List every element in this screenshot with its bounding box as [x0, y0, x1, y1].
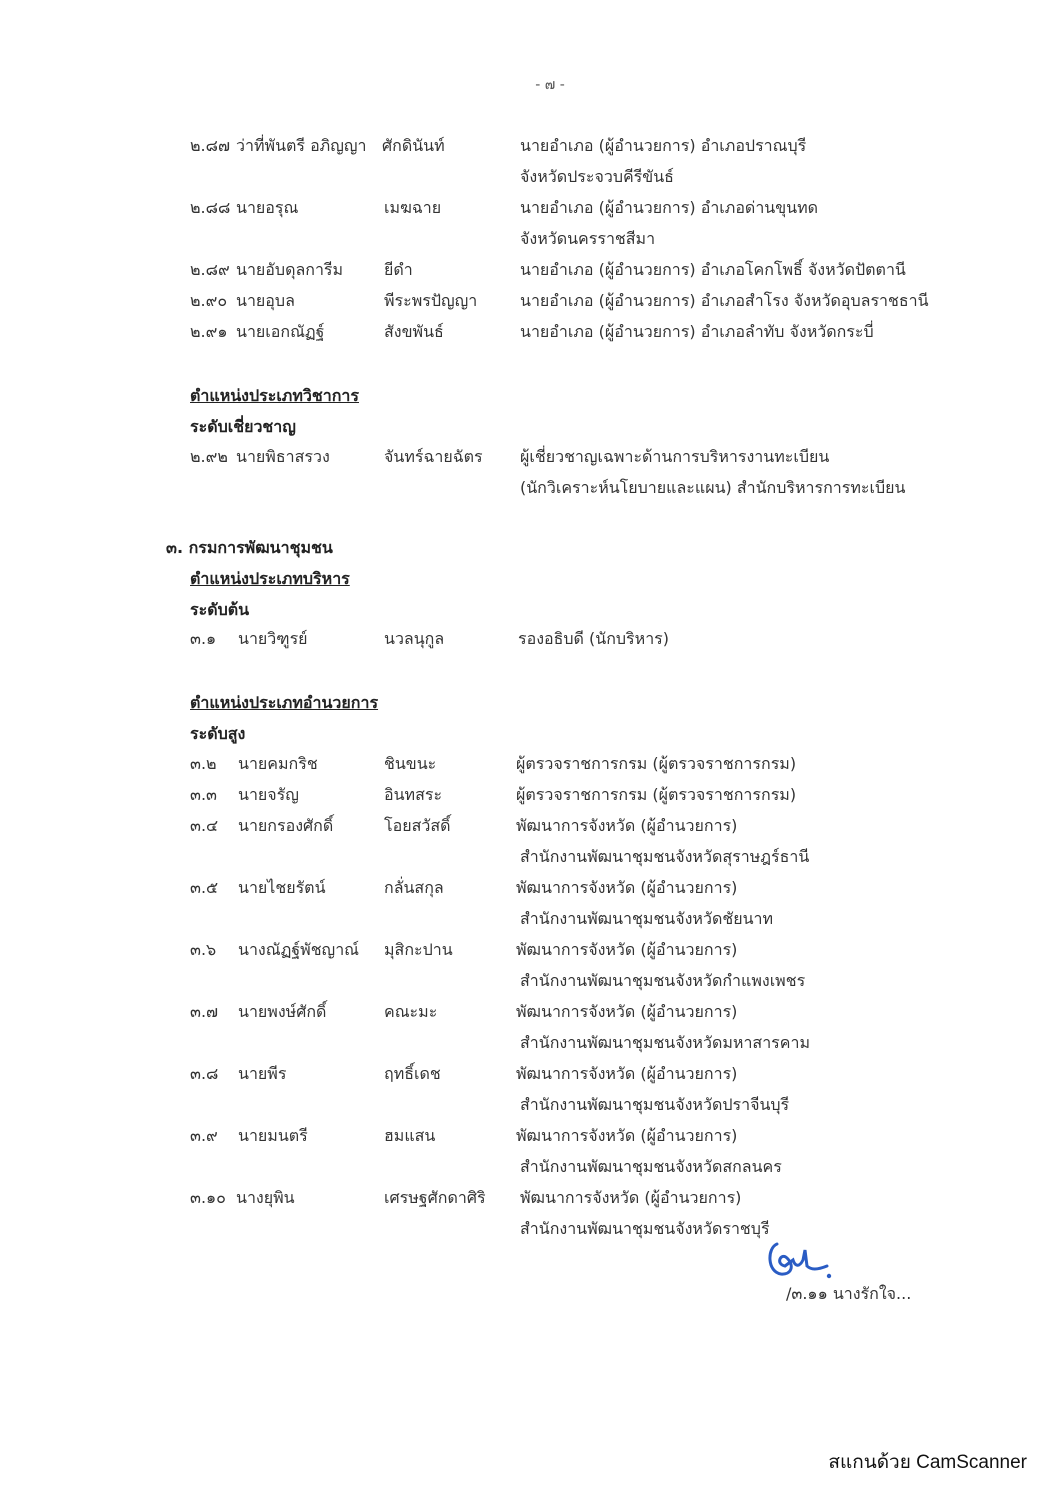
- item-number: ๒.๘๗: [190, 136, 231, 155]
- person-name: นายพีร: [238, 1064, 287, 1083]
- position-line-1: พัฒนาการจังหวัด (ผู้อำนวยการ): [516, 878, 738, 897]
- item-number: ๓.๙: [190, 1126, 218, 1145]
- item-number: ๓.๗: [190, 1002, 219, 1021]
- position-line-1: พัฒนาการจังหวัด (ผู้อำนวยการ): [516, 1064, 738, 1083]
- position-line-1: ผู้ตรวจราชการกรม (ผู้ตรวจราชการกรม): [516, 785, 797, 804]
- item-number: ๓.๖: [190, 940, 217, 959]
- item-number: ๒.๘๙: [190, 260, 230, 279]
- person-name: นายพงษ์ศักดิ์: [238, 1002, 327, 1021]
- person-name: นายพิธาสรวง: [236, 447, 330, 466]
- position-type-heading: ตำแหน่งประเภทอำนวยการ: [190, 693, 379, 712]
- position-line-2: (นักวิเคราะห์นโยบายและแผน) สำนักบริหารการทะเบียน: [520, 478, 906, 497]
- continuation-note: /๓.๑๑ นางรักใจ...: [786, 1284, 912, 1303]
- person-name: นายคมกริช: [238, 754, 318, 773]
- person-surname: มุสิกะปาน: [384, 940, 453, 959]
- person-name: นางยุพิน: [236, 1188, 295, 1207]
- person-surname: เศรษฐศักดาศิริ: [384, 1188, 486, 1207]
- item-number: ๓.๕: [190, 878, 219, 897]
- position-line-1: พัฒนาการจังหวัด (ผู้อำนวยการ): [516, 1002, 738, 1021]
- person-name: นายอรุณ: [236, 198, 299, 217]
- department-heading: ๓. กรมการพัฒนาชุมชน: [166, 538, 333, 557]
- person-surname: พีระพรปัญญา: [384, 291, 478, 310]
- item-number: ๒.๘๘: [190, 198, 231, 217]
- position-line-1: นายอำเภอ (ผู้อำนวยการ) อำเภอปราณบุรี: [520, 136, 807, 155]
- person-surname: อินทสระ: [384, 785, 443, 804]
- person-name: นายกรองศักดิ์: [238, 816, 334, 835]
- position-line-2: สำนักงานพัฒนาชุมชนจังหวัดชัยนาท: [520, 909, 774, 928]
- level-heading: ระดับสูง: [190, 724, 246, 743]
- position-line-1: พัฒนาการจังหวัด (ผู้อำนวยการ): [516, 940, 738, 959]
- person-surname: คณะมะ: [384, 1002, 438, 1021]
- person-surname: ศักดินันท์: [382, 136, 445, 155]
- person-name: นายเอกณัฏฐ์: [236, 322, 325, 341]
- position-line-1: รองอธิบดี (นักบริหาร): [518, 629, 670, 648]
- position-line-1: ผู้ตรวจราชการกรม (ผู้ตรวจราชการกรม): [516, 754, 797, 773]
- page-number: - ๗ -: [535, 77, 565, 93]
- position-line-2: สำนักงานพัฒนาชุมชนจังหวัดราชบุรี: [520, 1219, 770, 1238]
- person-name: นายไชยรัตน์: [238, 878, 326, 897]
- position-line-1: นายอำเภอ (ผู้อำนวยการ) อำเภอโคกโพธิ์ จังหวัดปัตตานี: [520, 260, 906, 279]
- item-number: ๒.๙๑: [190, 322, 228, 341]
- person-surname: โอยสวัสดิ์: [384, 816, 451, 835]
- person-surname: จันทร์ฉายฉัตร: [384, 447, 483, 466]
- position-line-1: ผู้เชี่ยวชาญเฉพาะด้านการบริหารงานทะเบียน: [520, 447, 830, 466]
- person-name: นายวิฑูรย์: [238, 629, 308, 648]
- person-name: นางณัฏฐ์พัชญาณ์: [238, 940, 360, 959]
- position-type-heading: ตำแหน่งประเภทวิชาการ: [190, 386, 359, 405]
- position-line-2: สำนักงานพัฒนาชุมชนจังหวัดสุราษฎร์ธานี: [520, 847, 810, 866]
- position-line-2: จังหวัดประจวบคีรีขันธ์: [520, 167, 674, 186]
- position-line-1: พัฒนาการจังหวัด (ผู้อำนวยการ): [516, 816, 738, 835]
- position-line-1: พัฒนาการจังหวัด (ผู้อำนวยการ): [516, 1126, 738, 1145]
- position-type-heading: ตำแหน่งประเภทบริหาร: [190, 569, 350, 588]
- item-number: ๒.๙๒: [190, 447, 228, 466]
- item-number: ๒.๙๐: [190, 291, 228, 310]
- person-name: นายจรัญ: [238, 785, 299, 804]
- position-line-1: นายอำเภอ (ผู้อำนวยการ) อำเภอลำทับ จังหวัดกระบี่: [520, 322, 874, 341]
- person-surname: สังขพันธ์: [384, 322, 444, 341]
- level-heading: ระดับเชี่ยวชาญ: [190, 417, 296, 436]
- person-name: นายมนตรี: [238, 1126, 308, 1145]
- person-name: ว่าที่พันตรี อภิญญา: [236, 136, 367, 155]
- person-surname: ฤทธิ์เดช: [384, 1064, 441, 1083]
- item-number: ๓.๒: [190, 754, 217, 773]
- camscanner-watermark: สแกนด้วย CamScanner: [828, 1452, 1027, 1473]
- position-line-1: นายอำเภอ (ผู้อำนวยการ) อำเภอสำโรง จังหวัดอุบลราชธานี: [520, 291, 929, 310]
- person-name: นายอับดุลการีม: [236, 260, 344, 279]
- position-line-1: พัฒนาการจังหวัด (ผู้อำนวยการ): [520, 1188, 742, 1207]
- person-surname: ฮมแสน: [384, 1126, 436, 1145]
- person-surname: ชินขนะ: [384, 754, 437, 773]
- person-surname: เมฆฉาย: [384, 198, 442, 217]
- position-line-2: สำนักงานพัฒนาชุมชนจังหวัดมหาสารคาม: [520, 1033, 810, 1052]
- position-line-2: สำนักงานพัฒนาชุมชนจังหวัดกำแพงเพชร: [520, 971, 806, 990]
- signature-mark: [765, 1236, 835, 1281]
- person-surname: นวลนุกูล: [384, 629, 445, 648]
- position-line-1: นายอำเภอ (ผู้อำนวยการ) อำเภอด่านขุนทด: [520, 198, 819, 217]
- position-line-2: จังหวัดนครราชสีมา: [520, 229, 656, 248]
- person-surname: กลั่นสกุล: [384, 878, 444, 897]
- item-number: ๓.๑๐: [190, 1188, 226, 1207]
- position-line-2: สำนักงานพัฒนาชุมชนจังหวัดสกลนคร: [520, 1157, 782, 1176]
- person-surname: ยีดำ: [384, 260, 413, 279]
- item-number: ๓.๓: [190, 785, 217, 804]
- person-name: นายอุบล: [236, 291, 295, 310]
- level-heading: ระดับต้น: [190, 600, 250, 619]
- item-number: ๓.๑: [190, 629, 217, 648]
- position-line-2: สำนักงานพัฒนาชุมชนจังหวัดปราจีนบุรี: [520, 1095, 790, 1114]
- item-number: ๓.๔: [190, 816, 219, 835]
- item-number: ๓.๘: [190, 1064, 219, 1083]
